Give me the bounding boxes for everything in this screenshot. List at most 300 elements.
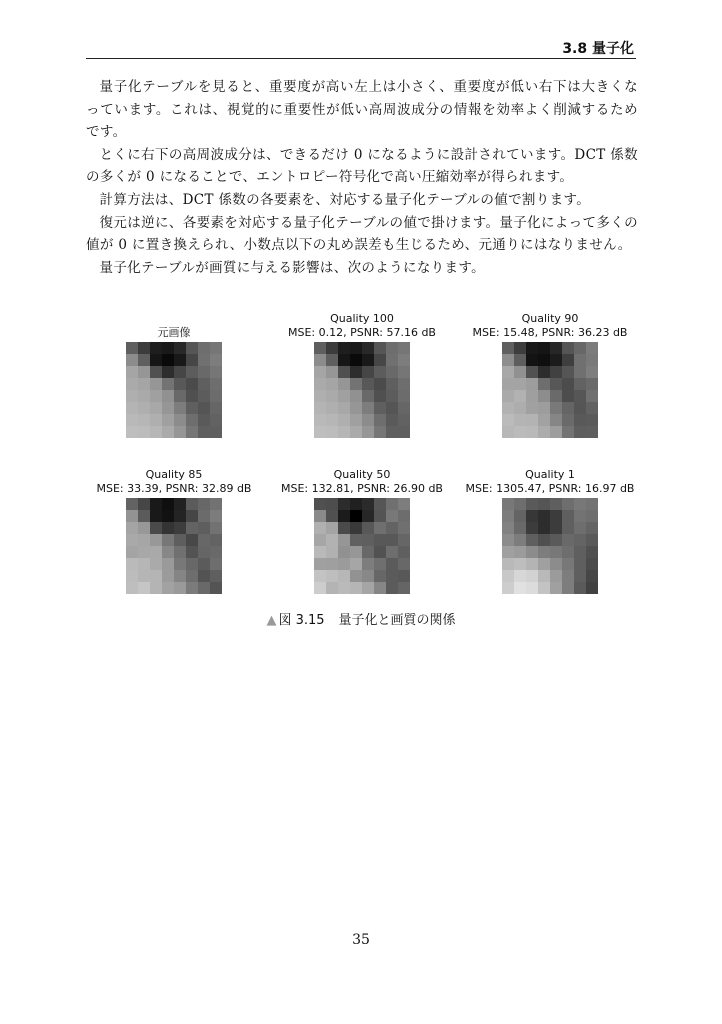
pixel-cell bbox=[538, 522, 550, 534]
pixel-cell bbox=[586, 426, 598, 438]
pixel-cell bbox=[526, 582, 538, 594]
pixel-cell bbox=[338, 390, 350, 402]
pixel-cell bbox=[374, 414, 386, 426]
pixel-cell bbox=[550, 354, 562, 366]
pixel-cell bbox=[174, 582, 186, 594]
pixel-cell bbox=[574, 570, 586, 582]
pixel-cell bbox=[374, 558, 386, 570]
pixel-cell bbox=[374, 366, 386, 378]
pixel-cell bbox=[386, 534, 398, 546]
pixel-cell bbox=[138, 498, 150, 510]
panel-title-line2: MSE: 15.48, PSNR: 36.23 dB bbox=[472, 326, 628, 339]
pixel-cell bbox=[526, 534, 538, 546]
figure-caption bbox=[0, 609, 722, 628]
pixel-cell bbox=[350, 342, 362, 354]
pixel-cell bbox=[198, 558, 210, 570]
pixel-cell bbox=[314, 582, 326, 594]
panel-title bbox=[456, 312, 644, 340]
pixel-cell bbox=[326, 558, 338, 570]
pixel-cell bbox=[374, 498, 386, 510]
pixel-cell bbox=[126, 402, 138, 414]
pixel-cell bbox=[150, 390, 162, 402]
pixel-cell bbox=[338, 402, 350, 414]
pixel-cell bbox=[562, 558, 574, 570]
pixel-cell bbox=[326, 414, 338, 426]
panel-title-line2: MSE: 1305.47, PSNR: 16.97 dB bbox=[465, 482, 635, 495]
pixel-cell bbox=[362, 426, 374, 438]
pixel-cell bbox=[574, 426, 586, 438]
pixel-cell bbox=[362, 510, 374, 522]
pixel-cell bbox=[150, 354, 162, 366]
pixel-cell bbox=[386, 570, 398, 582]
pixel-cell bbox=[362, 582, 374, 594]
pixel-cell bbox=[350, 558, 362, 570]
pixel-cell bbox=[186, 510, 198, 522]
pixel-cell bbox=[350, 510, 362, 522]
pixel-cell bbox=[126, 510, 138, 522]
pixel-cell bbox=[186, 498, 198, 510]
pixel-cell bbox=[538, 534, 550, 546]
paragraph-3: 計算方法は、DCT 係数の各要素を、対応する量子化テーブルの値で割ります。 bbox=[99, 191, 591, 208]
pixel-cell bbox=[126, 414, 138, 426]
pixel-cell bbox=[338, 546, 350, 558]
pixel-cell bbox=[138, 390, 150, 402]
pixel-cell bbox=[210, 426, 222, 438]
pixel-cell bbox=[514, 510, 526, 522]
pixel-cell bbox=[314, 570, 326, 582]
pixel-cell bbox=[350, 402, 362, 414]
pixel-cell bbox=[586, 390, 598, 402]
pixel-cell bbox=[314, 498, 326, 510]
pixel-cell bbox=[362, 354, 374, 366]
pixel-cell bbox=[150, 402, 162, 414]
paragraph-4: 復元は逆に、各要素を対応する量子化テーブルの値で掛けます。量子化によって多くの値が 0 に置き換えられ、小数点以下の丸め誤差も生じるため、元通りにはなりません。 bbox=[86, 214, 638, 254]
pixel-cell bbox=[186, 354, 198, 366]
pixel-cell bbox=[562, 414, 574, 426]
caption-marker-icon: ▲ bbox=[266, 613, 277, 628]
pixel-cell bbox=[574, 534, 586, 546]
header-rule bbox=[86, 58, 636, 59]
pixel-cell bbox=[210, 366, 222, 378]
pixel-cell bbox=[502, 366, 514, 378]
pixel-cell bbox=[198, 522, 210, 534]
pixel-cell bbox=[314, 354, 326, 366]
panel-title bbox=[268, 468, 456, 496]
quality-comparison-figure bbox=[80, 312, 646, 592]
pixel-cell bbox=[338, 534, 350, 546]
pixel-cell bbox=[574, 414, 586, 426]
pixel-cell bbox=[338, 366, 350, 378]
pixel-cell bbox=[350, 354, 362, 366]
pixel-cell bbox=[326, 510, 338, 522]
pixel-cell bbox=[162, 354, 174, 366]
pixel-cell bbox=[338, 558, 350, 570]
pixel-cell bbox=[138, 510, 150, 522]
pixel-cell bbox=[174, 366, 186, 378]
pixel-cell bbox=[162, 558, 174, 570]
pixel-cell bbox=[126, 342, 138, 354]
pixel-cell bbox=[162, 402, 174, 414]
pixel-cell bbox=[538, 546, 550, 558]
pixel-cell bbox=[362, 570, 374, 582]
pixel-cell bbox=[514, 342, 526, 354]
pixel-cell bbox=[338, 498, 350, 510]
pixel-cell bbox=[514, 534, 526, 546]
pixel-cell bbox=[338, 522, 350, 534]
pixel-cell bbox=[398, 378, 410, 390]
pixel-cell bbox=[198, 402, 210, 414]
pixel-cell bbox=[514, 354, 526, 366]
pixel-cell bbox=[538, 426, 550, 438]
pixel-cell bbox=[362, 366, 374, 378]
panel-title-line1: Quality 1 bbox=[525, 468, 575, 481]
pixel-cell bbox=[502, 354, 514, 366]
pixel-cell bbox=[586, 546, 598, 558]
pixel-cell bbox=[126, 366, 138, 378]
pixel-cell bbox=[398, 366, 410, 378]
pixel-cell bbox=[326, 582, 338, 594]
pixel-cell bbox=[210, 354, 222, 366]
pixel-cell bbox=[314, 522, 326, 534]
pixel-cell bbox=[138, 546, 150, 558]
pixel-cell bbox=[550, 546, 562, 558]
pixel-cell bbox=[314, 414, 326, 426]
pixel-cell bbox=[174, 378, 186, 390]
pixel-cell bbox=[326, 522, 338, 534]
pixel-cell bbox=[186, 582, 198, 594]
pixel-cell bbox=[326, 534, 338, 546]
body-text bbox=[86, 76, 638, 279]
pixel-cell bbox=[526, 510, 538, 522]
pixel-cell bbox=[210, 402, 222, 414]
pixel-cell bbox=[350, 582, 362, 594]
pixel-cell bbox=[362, 378, 374, 390]
pixel-cell bbox=[174, 402, 186, 414]
pixel-cell bbox=[210, 558, 222, 570]
pixel-cell bbox=[174, 534, 186, 546]
pixel-cell bbox=[526, 570, 538, 582]
pixel-cell bbox=[398, 522, 410, 534]
pixel-cell bbox=[574, 582, 586, 594]
pixel-cell bbox=[314, 342, 326, 354]
panel-title-line2: MSE: 33.39, PSNR: 32.89 dB bbox=[96, 482, 252, 495]
pixel-cell bbox=[150, 582, 162, 594]
panel-original bbox=[80, 312, 268, 438]
pixel-cell bbox=[398, 342, 410, 354]
pixel-cell bbox=[574, 366, 586, 378]
pixel-cell bbox=[562, 522, 574, 534]
pixel-cell bbox=[210, 522, 222, 534]
page-number: 35 bbox=[352, 932, 370, 948]
pixel-cell bbox=[350, 426, 362, 438]
pixel-cell bbox=[502, 570, 514, 582]
pixel-cell bbox=[374, 510, 386, 522]
pixel-cell bbox=[350, 534, 362, 546]
pixel-cell bbox=[198, 390, 210, 402]
pixel-cell bbox=[186, 342, 198, 354]
pixel-cell bbox=[138, 558, 150, 570]
block-image-quality-90 bbox=[502, 342, 598, 438]
pixel-cell bbox=[586, 582, 598, 594]
pixel-cell bbox=[138, 414, 150, 426]
pixel-cell bbox=[574, 510, 586, 522]
pixel-cell bbox=[150, 522, 162, 534]
pixel-cell bbox=[210, 414, 222, 426]
pixel-cell bbox=[526, 414, 538, 426]
pixel-cell bbox=[326, 570, 338, 582]
pixel-cell bbox=[350, 414, 362, 426]
pixel-cell bbox=[186, 534, 198, 546]
pixel-cell bbox=[574, 378, 586, 390]
pixel-cell bbox=[550, 558, 562, 570]
pixel-cell bbox=[550, 342, 562, 354]
pixel-cell bbox=[538, 510, 550, 522]
pixel-cell bbox=[326, 426, 338, 438]
pixel-cell bbox=[314, 366, 326, 378]
pixel-cell bbox=[550, 582, 562, 594]
pixel-cell bbox=[350, 546, 362, 558]
pixel-cell bbox=[526, 378, 538, 390]
pixel-cell bbox=[574, 342, 586, 354]
pixel-cell bbox=[586, 414, 598, 426]
pixel-cell bbox=[550, 378, 562, 390]
pixel-cell bbox=[186, 558, 198, 570]
pixel-cell bbox=[550, 366, 562, 378]
pixel-cell bbox=[526, 366, 538, 378]
pixel-cell bbox=[362, 498, 374, 510]
pixel-cell bbox=[586, 534, 598, 546]
pixel-cell bbox=[174, 390, 186, 402]
pixel-cell bbox=[326, 342, 338, 354]
pixel-cell bbox=[398, 402, 410, 414]
panel-quality-1 bbox=[456, 468, 644, 594]
pixel-cell bbox=[314, 546, 326, 558]
pixel-cell bbox=[514, 390, 526, 402]
pixel-cell bbox=[574, 522, 586, 534]
pixel-cell bbox=[174, 558, 186, 570]
pixel-cell bbox=[138, 426, 150, 438]
pixel-cell bbox=[186, 570, 198, 582]
block-image-original bbox=[126, 342, 222, 438]
pixel-cell bbox=[326, 390, 338, 402]
pixel-cell bbox=[326, 402, 338, 414]
pixel-cell bbox=[138, 354, 150, 366]
pixel-cell bbox=[198, 546, 210, 558]
pixel-cell bbox=[186, 402, 198, 414]
pixel-cell bbox=[186, 378, 198, 390]
pixel-cell bbox=[374, 402, 386, 414]
pixel-cell bbox=[350, 366, 362, 378]
pixel-cell bbox=[362, 414, 374, 426]
paragraph-1: 量子化テーブルを見ると、重要度が高い左上は小さく、重要度が低い右下は大きくなっています。これは、視覚的に重要性が低い高周波成分の情報を効率よく削減するためです。 bbox=[86, 79, 638, 141]
pixel-cell bbox=[374, 522, 386, 534]
pixel-cell bbox=[538, 342, 550, 354]
pixel-cell bbox=[150, 558, 162, 570]
pixel-cell bbox=[386, 378, 398, 390]
pixel-cell bbox=[126, 426, 138, 438]
panel-quality-90 bbox=[456, 312, 644, 438]
pixel-cell bbox=[374, 390, 386, 402]
pixel-cell bbox=[326, 546, 338, 558]
pixel-cell bbox=[550, 510, 562, 522]
pixel-cell bbox=[326, 498, 338, 510]
pixel-cell bbox=[526, 342, 538, 354]
pixel-cell bbox=[514, 378, 526, 390]
pixel-cell bbox=[386, 342, 398, 354]
pixel-cell bbox=[386, 414, 398, 426]
pixel-cell bbox=[398, 582, 410, 594]
pixel-cell bbox=[562, 378, 574, 390]
pixel-cell bbox=[362, 558, 374, 570]
pixel-cell bbox=[386, 522, 398, 534]
pixel-cell bbox=[198, 354, 210, 366]
pixel-cell bbox=[150, 342, 162, 354]
pixel-cell bbox=[174, 342, 186, 354]
pixel-cell bbox=[362, 342, 374, 354]
pixel-cell bbox=[362, 534, 374, 546]
pixel-cell bbox=[350, 498, 362, 510]
pixel-cell bbox=[374, 426, 386, 438]
pixel-cell bbox=[186, 414, 198, 426]
pixel-cell bbox=[586, 342, 598, 354]
pixel-cell bbox=[314, 390, 326, 402]
caption-text: 量子化と画質の関係 bbox=[338, 613, 456, 628]
block-image-quality-85 bbox=[126, 498, 222, 594]
pixel-cell bbox=[162, 546, 174, 558]
pixel-cell bbox=[502, 582, 514, 594]
pixel-cell bbox=[362, 402, 374, 414]
pixel-cell bbox=[210, 534, 222, 546]
pixel-cell bbox=[210, 378, 222, 390]
pixel-cell bbox=[398, 498, 410, 510]
panel-quality-100 bbox=[268, 312, 456, 438]
pixel-cell bbox=[162, 534, 174, 546]
pixel-cell bbox=[350, 390, 362, 402]
pixel-cell bbox=[198, 534, 210, 546]
pixel-cell bbox=[138, 342, 150, 354]
pixel-cell bbox=[398, 558, 410, 570]
pixel-cell bbox=[538, 558, 550, 570]
pixel-cell bbox=[198, 498, 210, 510]
pixel-cell bbox=[338, 582, 350, 594]
pixel-cell bbox=[562, 354, 574, 366]
pixel-cell bbox=[138, 570, 150, 582]
pixel-cell bbox=[326, 354, 338, 366]
pixel-cell bbox=[502, 390, 514, 402]
pixel-cell bbox=[586, 498, 598, 510]
pixel-cell bbox=[502, 510, 514, 522]
pixel-cell bbox=[562, 546, 574, 558]
pixel-cell bbox=[374, 546, 386, 558]
pixel-cell bbox=[326, 366, 338, 378]
pixel-cell bbox=[350, 570, 362, 582]
pixel-cell bbox=[502, 402, 514, 414]
pixel-cell bbox=[550, 402, 562, 414]
pixel-cell bbox=[538, 570, 550, 582]
pixel-cell bbox=[174, 510, 186, 522]
pixel-cell bbox=[162, 390, 174, 402]
pixel-cell bbox=[526, 426, 538, 438]
pixel-cell bbox=[398, 390, 410, 402]
pixel-cell bbox=[326, 378, 338, 390]
panel-title bbox=[80, 312, 268, 340]
pixel-cell bbox=[526, 546, 538, 558]
pixel-cell bbox=[162, 378, 174, 390]
pixel-cell bbox=[338, 510, 350, 522]
pixel-cell bbox=[186, 366, 198, 378]
panel-quality-85 bbox=[80, 468, 268, 594]
pixel-cell bbox=[138, 366, 150, 378]
pixel-cell bbox=[350, 522, 362, 534]
pixel-cell bbox=[538, 582, 550, 594]
pixel-cell bbox=[514, 582, 526, 594]
pixel-cell bbox=[550, 426, 562, 438]
pixel-cell bbox=[126, 534, 138, 546]
pixel-cell bbox=[502, 522, 514, 534]
pixel-cell bbox=[550, 522, 562, 534]
pixel-cell bbox=[538, 378, 550, 390]
pixel-cell bbox=[586, 558, 598, 570]
pixel-cell bbox=[210, 498, 222, 510]
caption-number: 図 3.15 bbox=[278, 613, 325, 628]
pixel-cell bbox=[150, 510, 162, 522]
pixel-cell bbox=[550, 498, 562, 510]
pixel-cell bbox=[550, 390, 562, 402]
pixel-cell bbox=[562, 366, 574, 378]
pixel-cell bbox=[526, 354, 538, 366]
pixel-cell bbox=[162, 582, 174, 594]
panel-title-line1: Quality 50 bbox=[333, 468, 391, 481]
pixel-cell bbox=[126, 390, 138, 402]
pixel-cell bbox=[502, 378, 514, 390]
pixel-cell bbox=[550, 414, 562, 426]
pixel-cell bbox=[502, 534, 514, 546]
pixel-cell bbox=[338, 414, 350, 426]
pixel-cell bbox=[126, 498, 138, 510]
pixel-cell bbox=[526, 558, 538, 570]
pixel-cell bbox=[386, 354, 398, 366]
pixel-cell bbox=[538, 390, 550, 402]
pixel-cell bbox=[526, 402, 538, 414]
pixel-cell bbox=[562, 534, 574, 546]
pixel-cell bbox=[126, 558, 138, 570]
pixel-cell bbox=[514, 570, 526, 582]
pixel-cell bbox=[514, 546, 526, 558]
pixel-cell bbox=[210, 390, 222, 402]
pixel-cell bbox=[562, 342, 574, 354]
pixel-cell bbox=[574, 402, 586, 414]
panel-title bbox=[268, 312, 456, 340]
block-image-quality-100 bbox=[314, 342, 410, 438]
pixel-cell bbox=[398, 426, 410, 438]
pixel-cell bbox=[538, 498, 550, 510]
pixel-cell bbox=[362, 522, 374, 534]
pixel-cell bbox=[150, 378, 162, 390]
pixel-cell bbox=[362, 546, 374, 558]
pixel-cell bbox=[210, 546, 222, 558]
pixel-cell bbox=[314, 510, 326, 522]
pixel-cell bbox=[198, 366, 210, 378]
pixel-cell bbox=[314, 378, 326, 390]
pixel-cell bbox=[374, 342, 386, 354]
pixel-cell bbox=[374, 354, 386, 366]
block-image-quality-50 bbox=[314, 498, 410, 594]
pixel-cell bbox=[174, 498, 186, 510]
pixel-cell bbox=[126, 378, 138, 390]
pixel-cell bbox=[150, 498, 162, 510]
pixel-cell bbox=[362, 390, 374, 402]
pixel-cell bbox=[150, 570, 162, 582]
